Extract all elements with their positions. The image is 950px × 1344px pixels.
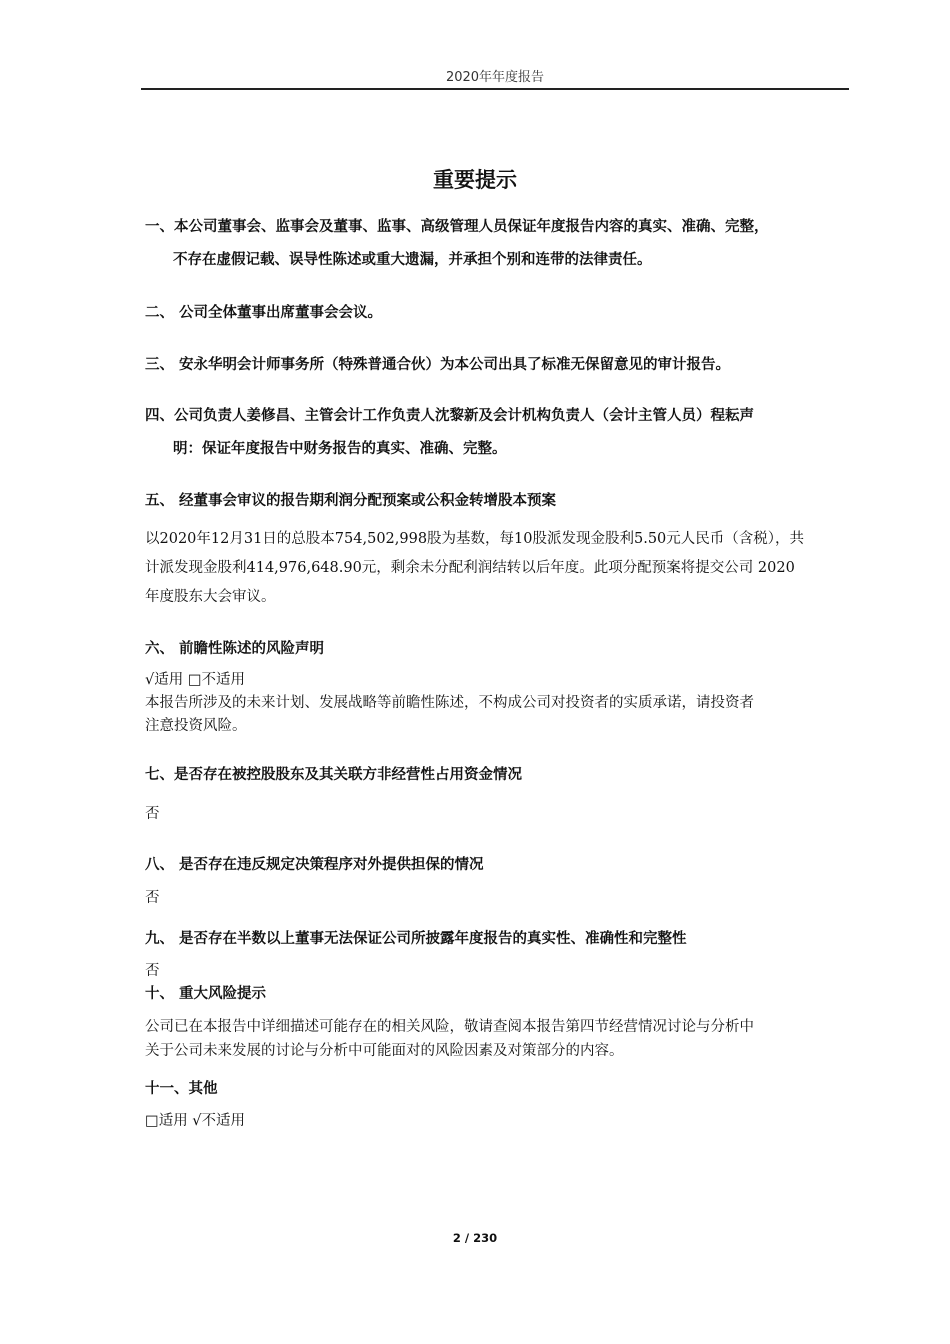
section-10-heading: 十、 重大风险提示: [145, 986, 267, 1002]
section-5-body-line-3: 年度股东大会审议。: [145, 589, 276, 605]
section-10-body-line-2: 关于公司未来发展的讨论与分析中可能面对的风险因素及对策部分的内容。: [145, 1043, 624, 1059]
section-1-line-2: 不存在虚假记载、误导性陈述或重大遗漏，并承担个别和连带的法律责任。: [173, 252, 652, 268]
running-header: 2020年年度报告: [445, 70, 545, 85]
section-4-line-1: 四、公司负责人姜修昌、主管会计工作负责人沈黎新及会计机构负责人（会计主管人员）程耘声: [145, 408, 754, 424]
section-4-line-2: 明：保证年度报告中财务报告的真实、准确、完整。: [173, 441, 507, 457]
section-8-answer: 否: [145, 890, 160, 906]
section-5-heading: 五、 经董事会审议的报告期利润分配预案或公积金转增股本预案: [145, 493, 557, 509]
section-10-body-line-1: 公司已在本报告中详细描述可能存在的相关风险，敬请查阅本报告第四节经营情况讨论与分析中: [145, 1019, 754, 1035]
section-7-answer: 否: [145, 806, 160, 822]
section-7-heading: 七、是否存在被控股股东及其关联方非经营性占用资金情况: [145, 767, 522, 783]
section-11-heading: 十一、其他: [145, 1081, 218, 1097]
section-2: 二、 公司全体董事出席董事会会议。: [145, 305, 383, 321]
section-6-heading: 六、 前瞻性陈述的风险声明: [145, 641, 325, 657]
section-6-applicability: √适用 □不适用: [145, 672, 246, 688]
section-5-body-line-1: 以2020年12月31日的总股本754,502,998股为基数，每10股派发现金股利5.50元人民币（含税），共: [145, 531, 805, 547]
section-9-heading: 九、 是否存在半数以上董事无法保证公司所披露年度报告的真实性、准确性和完整性: [145, 931, 687, 947]
header-divider: [141, 88, 849, 90]
page-title: 重要提示: [433, 168, 517, 192]
section-3: 三、 安永华明会计师事务所（特殊普通合伙）为本公司出具了标准无保留意见的审计报告。: [145, 357, 731, 373]
section-9-answer: 否: [145, 963, 160, 979]
section-8-heading: 八、 是否存在违反规定决策程序对外提供担保的情况: [145, 857, 484, 873]
section-11-applicability: □适用 √不适用: [145, 1113, 246, 1129]
section-6-body-line-2: 注意投资风险。: [145, 718, 247, 734]
section-6-body-line-1: 本报告所涉及的未来计划、发展战略等前瞻性陈述，不构成公司对投资者的实质承诺，请投资者: [145, 695, 754, 711]
page-number: 2 / 230: [452, 1231, 498, 1245]
section-1-line-1: 一、本公司董事会、监事会及董事、监事、高级管理人员保证年度报告内容的真实、准确、完整，: [145, 219, 769, 235]
section-5-body-line-2: 计派发现金股利414,976,648.90元，剩余未分配利润结转以后年度。此项分配预案将提交公司 2020: [145, 560, 795, 576]
